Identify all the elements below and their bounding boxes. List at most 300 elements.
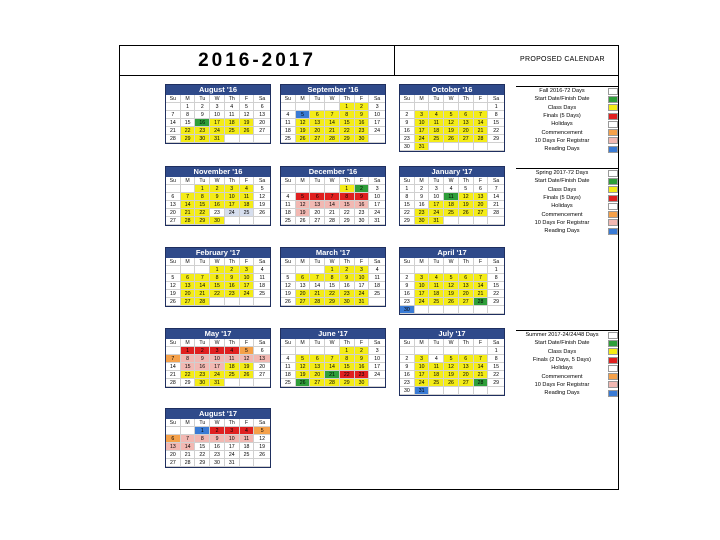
legend-row (516, 389, 618, 397)
day-cell: 1 (325, 266, 340, 274)
weekday-header-row (400, 177, 504, 185)
day-cell (429, 387, 444, 395)
day-cell: 28 (325, 135, 340, 143)
weekday-label: F (240, 339, 255, 347)
weekday-label: M (181, 95, 196, 103)
day-cell: 5 (240, 347, 255, 355)
legend-label: Reading Days (544, 390, 580, 397)
legend-row (516, 186, 618, 194)
day-cell: 25 (429, 379, 444, 387)
day-cell: 7 (325, 355, 340, 363)
day-cell: 24 (225, 451, 240, 459)
week-row (166, 290, 270, 298)
weekday-label: F (240, 258, 255, 266)
day-cell: 30 (415, 217, 430, 225)
day-cell (240, 217, 255, 225)
day-cell: 11 (225, 111, 240, 119)
weekday-label: Th (225, 339, 240, 347)
day-cell: 12 (296, 363, 311, 371)
day-cell (459, 387, 474, 395)
legend-swatch (608, 170, 618, 177)
legend-label: Start Date/Finish Date (534, 96, 590, 103)
day-cell: 20 (310, 127, 325, 135)
day-cell: 14 (181, 443, 196, 451)
day-cell: 8 (340, 193, 355, 201)
week-row (166, 119, 270, 127)
week-row (281, 274, 385, 282)
weekday-header-row (281, 95, 385, 103)
day-cell: 11 (429, 363, 444, 371)
day-cell: 16 (400, 371, 415, 379)
weekday-header-row (281, 258, 385, 266)
weekday-label: Sa (369, 258, 385, 266)
day-cell: 22 (325, 290, 340, 298)
day-cell: 26 (281, 298, 296, 306)
weekday-label: Th (459, 339, 474, 347)
day-cell (225, 135, 240, 143)
day-cell: 26 (254, 209, 270, 217)
day-cell: 1 (488, 347, 504, 355)
legend-row (516, 372, 618, 380)
legend-swatch (608, 178, 618, 185)
day-cell: 15 (195, 201, 210, 209)
weekday-label: F (355, 339, 370, 347)
day-cell: 10 (415, 119, 430, 127)
day-cell: 21 (166, 127, 181, 135)
day-cell: 29 (195, 217, 210, 225)
day-cell: 26 (296, 217, 311, 225)
weekday-label: F (355, 258, 370, 266)
day-cell (459, 143, 474, 151)
day-cell: 21 (325, 371, 340, 379)
day-cell: 18 (225, 119, 240, 127)
month-title: May '17 (166, 329, 270, 339)
weekday-label: F (474, 339, 489, 347)
weekday-label: W (210, 258, 225, 266)
legend-label: Class Days (547, 348, 577, 355)
week-row (166, 459, 270, 467)
weekday-label: Th (459, 95, 474, 103)
day-cell: 14 (325, 363, 340, 371)
weekday-label: Tu (310, 177, 325, 185)
weekday-label: Tu (195, 95, 210, 103)
legend-row (516, 120, 618, 128)
day-cell: 8 (488, 274, 504, 282)
day-cell (444, 387, 459, 395)
month-calendar (165, 166, 271, 226)
day-cell: 21 (325, 127, 340, 135)
week-row (400, 266, 504, 274)
legend-label: Start Date/Finish Date (534, 340, 590, 347)
day-cell: 19 (296, 127, 311, 135)
day-cell: 5 (444, 355, 459, 363)
day-cell: 27 (166, 217, 181, 225)
day-cell (459, 103, 474, 111)
day-cell (240, 135, 255, 143)
day-cell: 23 (355, 371, 370, 379)
day-cell: 3 (355, 266, 370, 274)
day-cell: 28 (474, 135, 489, 143)
day-cell: 6 (310, 193, 325, 201)
day-cell: 18 (429, 290, 444, 298)
legend-label: Commencement (541, 129, 583, 136)
week-row (400, 379, 504, 387)
day-cell: 30 (340, 298, 355, 306)
day-cell: 31 (210, 135, 225, 143)
day-cell: 28 (474, 298, 489, 306)
weekday-header-row (166, 258, 270, 266)
legend-row (516, 210, 618, 218)
day-cell: 14 (325, 119, 340, 127)
day-cell: 6 (459, 111, 474, 119)
day-cell: 13 (166, 443, 181, 451)
day-cell: 9 (210, 435, 225, 443)
day-cell: 9 (195, 111, 210, 119)
day-cell: 3 (415, 111, 430, 119)
day-cell (429, 266, 444, 274)
day-cell (369, 135, 385, 143)
day-cell: 6 (310, 111, 325, 119)
weekday-header-row (281, 177, 385, 185)
day-cell: 5 (240, 103, 255, 111)
day-cell: 16 (195, 363, 210, 371)
day-cell: 4 (281, 193, 296, 201)
legend-row (516, 112, 618, 120)
week-row (281, 290, 385, 298)
day-cell: 10 (355, 274, 370, 282)
weekday-label: W (325, 177, 340, 185)
weekday-label: Su (281, 339, 296, 347)
day-cell (281, 266, 296, 274)
day-cell: 19 (459, 201, 474, 209)
day-cell (474, 387, 489, 395)
legend-swatch (608, 373, 618, 380)
day-cell: 14 (474, 119, 489, 127)
day-cell: 20 (310, 371, 325, 379)
day-cell: 18 (281, 209, 296, 217)
day-cell (166, 266, 181, 274)
day-cell: 2 (400, 111, 415, 119)
day-cell: 18 (369, 282, 385, 290)
day-cell: 10 (240, 274, 255, 282)
week-row (400, 387, 504, 395)
weekday-label: W (325, 258, 340, 266)
week-row (166, 435, 270, 443)
day-cell: 21 (310, 290, 325, 298)
weekday-header-row (400, 339, 504, 347)
month-calendar (280, 328, 386, 388)
day-cell: 22 (195, 451, 210, 459)
week-row (400, 103, 504, 111)
day-cell: 10 (369, 111, 385, 119)
day-cell: 3 (369, 185, 385, 193)
day-cell: 20 (459, 290, 474, 298)
day-cell: 9 (400, 119, 415, 127)
day-cell (325, 347, 340, 355)
weekday-label: F (355, 177, 370, 185)
day-cell: 22 (400, 209, 415, 217)
day-cell: 1 (488, 103, 504, 111)
month-title: August '16 (166, 85, 270, 95)
day-cell: 22 (488, 371, 504, 379)
day-cell: 10 (210, 111, 225, 119)
month-title: November '16 (166, 167, 270, 177)
weekday-header-row (400, 95, 504, 103)
weekday-label: Sa (369, 95, 385, 103)
day-cell (181, 185, 196, 193)
day-cell: 1 (181, 347, 196, 355)
day-cell: 13 (254, 355, 270, 363)
week-row (166, 185, 270, 193)
month-title: June '17 (281, 329, 385, 339)
day-cell: 13 (166, 201, 181, 209)
day-cell: 9 (355, 355, 370, 363)
day-cell: 19 (444, 127, 459, 135)
weekday-label: Th (459, 177, 474, 185)
day-cell: 25 (429, 135, 444, 143)
day-cell: 25 (254, 290, 270, 298)
day-cell: 24 (369, 127, 385, 135)
day-cell: 2 (210, 427, 225, 435)
day-cell: 16 (355, 201, 370, 209)
legend-label: Commencement (541, 373, 583, 380)
day-cell: 25 (225, 371, 240, 379)
legend-label: Finals (2 Days, 5 Days) (532, 357, 592, 364)
weekday-label: Tu (429, 339, 444, 347)
weekday-label: W (444, 258, 459, 266)
day-cell: 15 (195, 443, 210, 451)
weekday-label: Th (225, 258, 240, 266)
day-cell (474, 306, 489, 314)
day-cell: 17 (210, 119, 225, 127)
weekday-label: Su (400, 95, 415, 103)
legend-swatch (608, 228, 618, 235)
weekday-label: Su (166, 258, 181, 266)
day-cell: 14 (195, 282, 210, 290)
weekday-label: Sa (369, 339, 385, 347)
day-cell: 5 (459, 185, 474, 193)
weekday-label: Su (400, 339, 415, 347)
weekday-header-row (166, 177, 270, 185)
day-cell (310, 347, 325, 355)
day-cell (296, 347, 311, 355)
weekday-label: Su (166, 339, 181, 347)
day-cell: 28 (325, 217, 340, 225)
legend-label: Start Date/Finish Date (534, 178, 590, 185)
legend-row (516, 330, 618, 339)
day-cell (281, 347, 296, 355)
day-cell: 7 (488, 185, 504, 193)
day-cell: 23 (210, 451, 225, 459)
weekday-label: M (296, 95, 311, 103)
week-row (400, 290, 504, 298)
day-cell: 28 (166, 135, 181, 143)
week-row (400, 274, 504, 282)
day-cell (296, 103, 311, 111)
day-cell: 14 (166, 363, 181, 371)
day-cell: 26 (444, 298, 459, 306)
week-row (400, 282, 504, 290)
month-title: October '16 (400, 85, 504, 95)
day-cell: 16 (210, 201, 225, 209)
weekday-label: Su (166, 419, 181, 427)
day-cell: 24 (415, 135, 430, 143)
day-cell: 17 (210, 363, 225, 371)
day-cell: 24 (429, 209, 444, 217)
month-title: August '17 (166, 409, 270, 419)
page-title: 2016-2017 (120, 46, 395, 76)
day-cell: 25 (429, 298, 444, 306)
day-cell: 6 (310, 355, 325, 363)
week-row (166, 127, 270, 135)
day-cell: 13 (474, 193, 489, 201)
week-row (166, 201, 270, 209)
day-cell: 11 (240, 435, 255, 443)
day-cell: 22 (340, 209, 355, 217)
weekday-label: Tu (195, 177, 210, 185)
month-calendar (280, 247, 386, 307)
day-cell: 22 (340, 371, 355, 379)
legend-swatch (608, 219, 618, 226)
weekday-label: F (355, 95, 370, 103)
day-cell: 31 (415, 143, 430, 151)
week-row (281, 282, 385, 290)
day-cell: 30 (400, 306, 415, 314)
legend-swatch (608, 390, 618, 397)
week-row (400, 347, 504, 355)
day-cell: 18 (281, 127, 296, 135)
day-cell: 20 (254, 363, 270, 371)
weekday-label: Th (340, 258, 355, 266)
weekday-label: F (474, 258, 489, 266)
day-cell: 27 (459, 135, 474, 143)
day-cell (488, 387, 504, 395)
day-cell: 25 (369, 290, 385, 298)
day-cell: 17 (369, 201, 385, 209)
weekday-label: W (210, 419, 225, 427)
day-cell (444, 347, 459, 355)
day-cell (444, 103, 459, 111)
legend-swatch (608, 211, 618, 218)
day-cell: 26 (254, 451, 270, 459)
day-cell: 11 (281, 201, 296, 209)
week-row (400, 371, 504, 379)
week-row (166, 363, 270, 371)
day-cell (415, 266, 430, 274)
day-cell: 12 (281, 282, 296, 290)
day-cell: 30 (210, 459, 225, 467)
weekday-label: M (296, 339, 311, 347)
day-cell (254, 217, 270, 225)
day-cell: 27 (459, 298, 474, 306)
day-cell: 23 (225, 290, 240, 298)
day-cell (415, 347, 430, 355)
day-cell (474, 347, 489, 355)
day-cell: 8 (195, 193, 210, 201)
day-cell: 13 (254, 111, 270, 119)
day-cell: 13 (181, 282, 196, 290)
day-cell: 9 (355, 193, 370, 201)
week-row (281, 193, 385, 201)
day-cell: 12 (459, 193, 474, 201)
weekday-label: Sa (254, 419, 270, 427)
day-cell: 3 (369, 103, 385, 111)
day-cell: 23 (340, 290, 355, 298)
day-cell (369, 298, 385, 306)
legend-row (516, 219, 618, 227)
day-cell: 29 (340, 135, 355, 143)
week-row (400, 135, 504, 143)
day-cell: 15 (325, 282, 340, 290)
legend-swatch (608, 146, 618, 153)
month-calendar (399, 84, 505, 152)
weekday-label: Th (225, 95, 240, 103)
day-cell: 9 (355, 111, 370, 119)
week-row (281, 298, 385, 306)
day-cell: 24 (369, 371, 385, 379)
day-cell: 28 (488, 209, 504, 217)
day-cell: 26 (240, 127, 255, 135)
day-cell: 17 (429, 201, 444, 209)
month-calendar (165, 408, 271, 468)
day-cell: 7 (474, 274, 489, 282)
day-cell: 28 (474, 379, 489, 387)
day-cell: 25 (240, 451, 255, 459)
weekday-label: Th (340, 339, 355, 347)
day-cell: 13 (459, 363, 474, 371)
weekday-label: W (444, 95, 459, 103)
legend-label: Commencement (541, 211, 583, 218)
weekday-label: Tu (310, 258, 325, 266)
day-cell (415, 306, 430, 314)
week-row (400, 306, 504, 314)
day-cell: 16 (415, 201, 430, 209)
legend-row (516, 128, 618, 136)
day-cell: 5 (166, 274, 181, 282)
day-cell: 21 (474, 290, 489, 298)
day-cell: 22 (210, 290, 225, 298)
day-cell: 3 (429, 185, 444, 193)
day-cell: 30 (195, 379, 210, 387)
weekday-label: M (181, 339, 196, 347)
weekday-label: Sa (488, 258, 504, 266)
day-cell: 29 (340, 217, 355, 225)
day-cell: 19 (296, 371, 311, 379)
week-row (166, 427, 270, 435)
day-cell (474, 217, 489, 225)
day-cell (310, 103, 325, 111)
day-cell: 3 (210, 347, 225, 355)
week-row (281, 103, 385, 111)
day-cell: 31 (429, 217, 444, 225)
week-row (166, 379, 270, 387)
day-cell: 2 (400, 274, 415, 282)
day-cell (474, 143, 489, 151)
weekday-label: Su (281, 95, 296, 103)
day-cell: 5 (254, 427, 270, 435)
day-cell (225, 298, 240, 306)
day-cell: 1 (340, 185, 355, 193)
day-cell: 2 (355, 103, 370, 111)
month-calendar (399, 247, 505, 315)
weekday-label: M (415, 95, 430, 103)
day-cell (240, 379, 255, 387)
weekday-label: F (240, 95, 255, 103)
day-cell: 28 (195, 298, 210, 306)
day-cell: 3 (415, 355, 430, 363)
day-cell: 11 (429, 119, 444, 127)
day-cell: 13 (310, 201, 325, 209)
